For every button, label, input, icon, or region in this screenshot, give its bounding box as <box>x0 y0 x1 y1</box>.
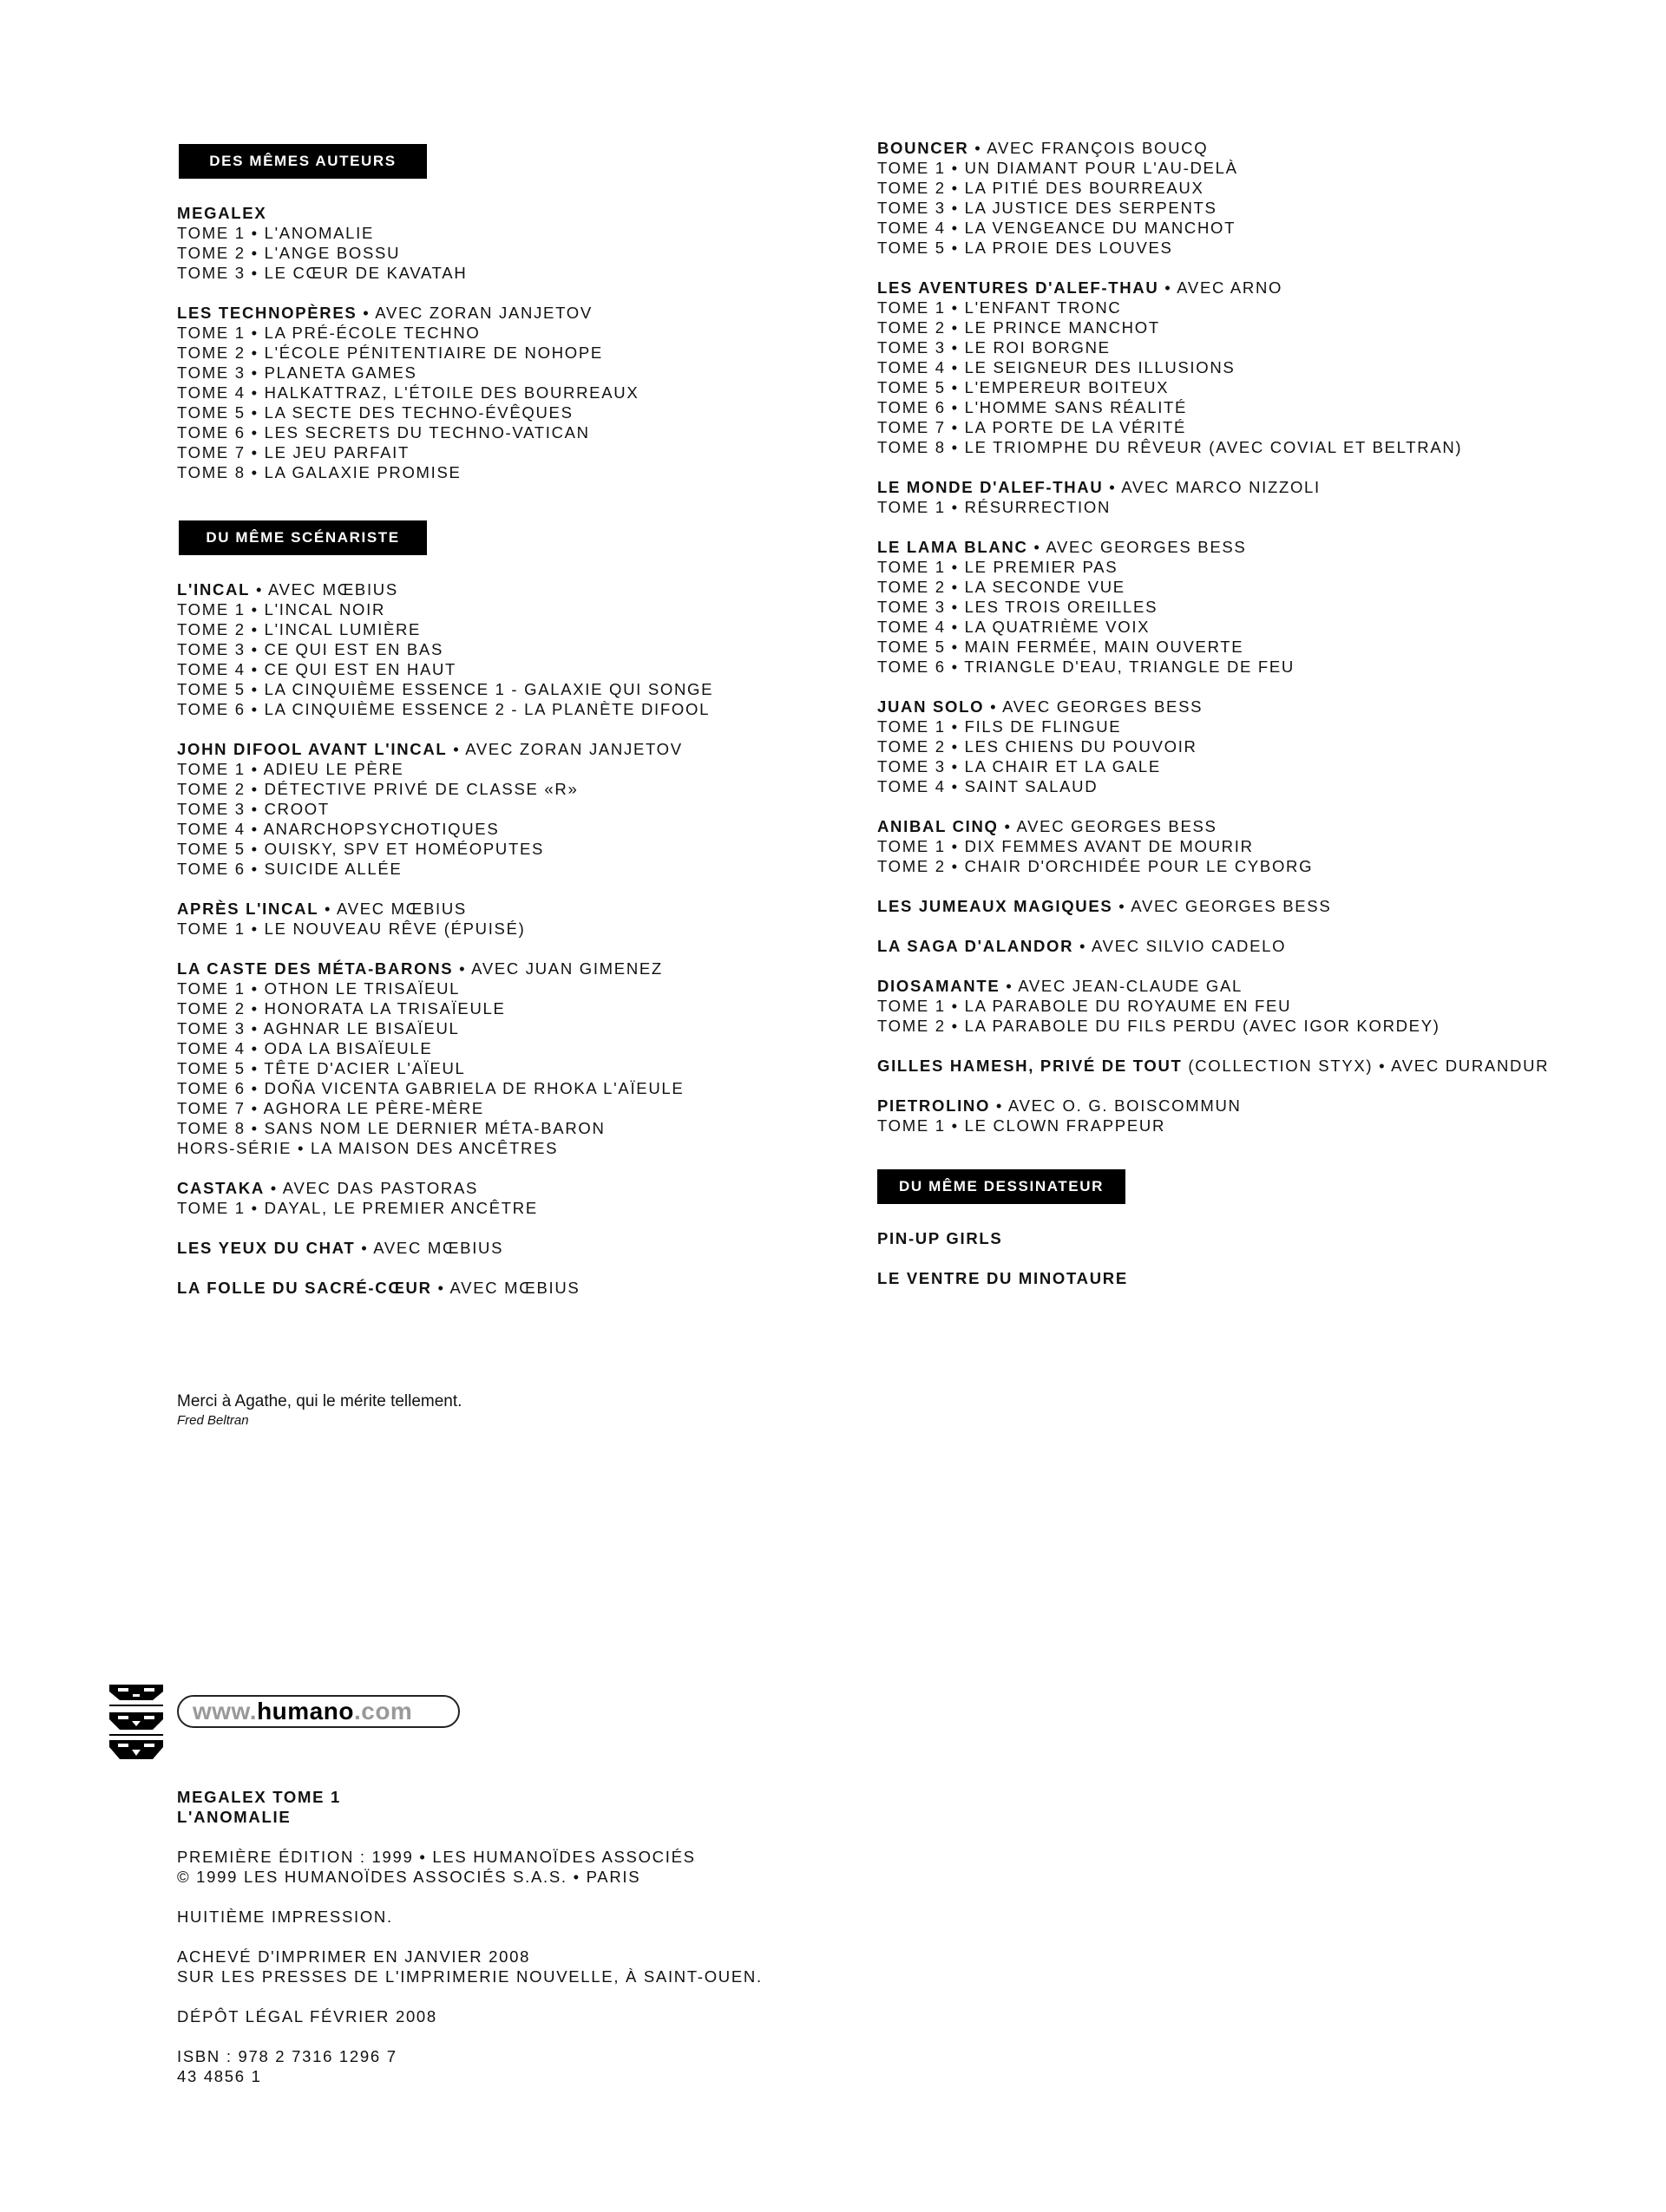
series-credit: • AVEC MŒBIUS <box>355 1239 504 1257</box>
series-heading <box>177 1278 836 1298</box>
series-title: JOHN DIFOOL AVANT L'INCAL <box>177 740 448 758</box>
series-credit: • AVEC MŒBIUS <box>318 900 467 918</box>
publisher-masks-logo <box>108 1683 165 1763</box>
spacer <box>877 258 1589 278</box>
imprint-line: © 1999 LES HUMANOÏDES ASSOCIÉS S.A.S. • PARIS <box>177 1868 641 1886</box>
series-heading <box>877 976 1589 996</box>
url-prefix: www. <box>193 1698 258 1724</box>
volume-line: TOME 8 • LE TRIOMPHE DU RÊVEUR (AVEC COVIAL ET BELTRAN) <box>877 438 1463 456</box>
series-credit: • AVEC JUAN GIMENEZ <box>453 959 663 978</box>
volume-line: TOME 1 • OTHON LE TRISAÏEUL <box>177 979 461 998</box>
volume-line: TOME 1 • L'INCAL NOIR <box>177 600 386 618</box>
volume-line: TOME 7 • LA PORTE DE LA VÉRITÉ <box>877 418 1186 436</box>
series-title: LA SAGA D'ALANDOR <box>877 937 1074 955</box>
volume-line: TOME 4 • CE QUI EST EN HAUT <box>177 660 457 678</box>
spacer <box>877 796 1589 816</box>
volume-line: TOME 3 • CROOT <box>177 800 330 818</box>
volume-line: TOME 3 • CE QUI EST EN BAS <box>177 640 444 658</box>
volume-line: TOME 2 • L'ÉCOLE PÉNITENTIAIRE DE NOHOPE <box>177 344 603 362</box>
series-credit: • AVEC FRANÇOIS BOUCQ <box>968 139 1209 157</box>
spacer <box>877 1248 1589 1268</box>
spacer <box>877 1076 1589 1096</box>
volume-line: TOME 3 • LA CHAIR ET LA GALE <box>877 757 1161 776</box>
series-heading <box>877 1096 1589 1116</box>
volume-line: TOME 7 • LE JEU PARFAIT <box>177 443 410 461</box>
volume-line: TOME 1 • ADIEU LE PÈRE <box>177 760 404 778</box>
volume-line: TOME 8 • LA GALAXIE PROMISE <box>177 463 462 481</box>
volume-line: TOME 4 • LA VENGEANCE DU MANCHOT <box>877 219 1236 237</box>
imprint-line: 43 4856 1 <box>177 2067 262 2085</box>
imprint-block <box>177 1787 958 2086</box>
volume-line: TOME 1 • UN DIAMANT POUR L'AU-DELÀ <box>877 159 1238 177</box>
url-suffix: .com <box>353 1698 413 1724</box>
volume-line: TOME 1 • L'ENFANT TRONC <box>877 298 1122 317</box>
series-heading <box>877 936 1589 956</box>
spacer <box>177 719 836 739</box>
spacer <box>177 939 836 959</box>
spacer <box>177 1986 958 2006</box>
series-heading <box>877 1228 1589 1248</box>
series-credit: • AVEC GEORGES BESS <box>1112 897 1332 915</box>
imprint-title-line: L'ANOMALIE <box>177 1808 292 1826</box>
volume-line: TOME 2 • LE PRINCE MANCHOT <box>877 318 1160 337</box>
imprint-line: ISBN : 978 2 7316 1296 7 <box>177 2047 397 2065</box>
volume-line: TOME 2 • LA SECONDE VUE <box>877 578 1125 596</box>
volume-line: TOME 1 • L'ANOMALIE <box>177 224 375 242</box>
series-title: APRÈS L'INCAL <box>177 900 319 918</box>
series-title: LES AVENTURES D'ALEF-THAU <box>877 278 1159 297</box>
spacer <box>177 1927 958 1947</box>
series-credit: • AVEC ARNO <box>1158 278 1283 297</box>
volume-line: TOME 2 • HONORATA LA TRISAÏEULE <box>177 999 506 1018</box>
volume-line: TOME 4 • ODA LA BISAÏEULE <box>177 1039 433 1057</box>
imprint-line: HUITIÈME IMPRESSION. <box>177 1908 393 1926</box>
imprint-line: PREMIÈRE ÉDITION : 1999 • LES HUMANOÏDES ASSOCIÉS <box>177 1848 696 1866</box>
volume-line: TOME 2 • LES CHIENS DU POUVOIR <box>877 737 1197 756</box>
url-name: humano <box>257 1698 354 1724</box>
spacer <box>177 283 836 303</box>
volume-line: TOME 1 • DAYAL, LE PREMIER ANCÊTRE <box>177 1199 538 1217</box>
series-heading <box>877 537 1589 557</box>
volume-line: TOME 3 • LES TROIS OREILLES <box>877 598 1158 616</box>
thanks-text: Merci à Agathe, qui le mérite tellement. <box>177 1392 462 1410</box>
series-credit: • AVEC O. G. BOISCOMMUN <box>990 1096 1242 1115</box>
volume-line: HORS-SÉRIE • LA MAISON DES ANCÊTRES <box>177 1139 559 1157</box>
spacer <box>177 879 836 899</box>
volume-line: TOME 6 • TRIANGLE D'EAU, TRIANGLE DE FEU <box>877 658 1295 676</box>
section-label-same-artist: DU MÊME DESSINATEUR <box>877 1169 1125 1204</box>
imprint-line: DÉPÔT LÉGAL FÉVRIER 2008 <box>177 2007 437 2025</box>
volume-line: TOME 8 • SANS NOM LE DERNIER MÉTA-BARON <box>177 1119 606 1137</box>
spacer <box>877 916 1589 936</box>
series-title: PIETROLINO <box>877 1096 991 1115</box>
volume-line: TOME 1 • FILS DE FLINGUE <box>877 717 1122 736</box>
volume-line: TOME 5 • OUISKY, SPV ET HOMÉOPUTES <box>177 840 545 858</box>
volume-line: TOME 5 • LA CINQUIÈME ESSENCE 1 - GALAXIE QUI SONGE <box>177 680 714 698</box>
series-credit: • AVEC GEORGES BESS <box>984 697 1204 716</box>
volume-line: TOME 2 • LA PITIÉ DES BOURREAUX <box>877 179 1204 197</box>
thanks-signature: Fred Beltran <box>177 1413 249 1428</box>
volume-line: TOME 6 • L'HOMME SANS RÉALITÉ <box>877 398 1188 416</box>
spacer <box>177 1218 836 1238</box>
volume-line: TOME 7 • AGHORA LE PÈRE-MÈRE <box>177 1099 484 1117</box>
volume-line: TOME 1 • LE CLOWN FRAPPEUR <box>877 1116 1165 1135</box>
series-title: CASTAKA <box>177 1179 265 1197</box>
volume-line: TOME 2 • DÉTECTIVE PRIVÉ DE CLASSE «R» <box>177 780 579 798</box>
volume-line: TOME 3 • LE CŒUR DE KAVATAH <box>177 264 468 282</box>
series-heading <box>877 278 1589 298</box>
volume-line: TOME 6 • DOÑA VICENTA GABRIELA DE RHOKA L'AÏEULE <box>177 1079 685 1097</box>
series-credit: • AVEC DAS PASTORAS <box>264 1179 479 1197</box>
volume-line: TOME 6 • LA CINQUIÈME ESSENCE 2 - LA PLANÈTE DIFOOL <box>177 700 711 718</box>
volume-line: TOME 4 • LA QUATRIÈME VOIX <box>877 618 1151 636</box>
volume-line: TOME 1 • LA PRÉ-ÉCOLE TECHNO <box>177 324 481 342</box>
spacer <box>877 677 1589 697</box>
series-title: LA FOLLE DU SACRÉ-CŒUR <box>177 1279 432 1297</box>
series-title: LE MONDE D'ALEF-THAU <box>877 478 1104 496</box>
website-link[interactable] <box>177 1695 460 1728</box>
volume-line: TOME 2 • LA PARABOLE DU FILS PERDU (AVEC IGOR KORDEY) <box>877 1017 1440 1035</box>
spacer <box>177 1827 958 1847</box>
series-credit: • AVEC ZORAN JANJETOV <box>357 304 593 322</box>
spacer <box>877 457 1589 477</box>
series-title: PIN-UP GIRLS <box>877 1229 1003 1247</box>
volume-line: TOME 3 • LA JUSTICE DES SERPENTS <box>877 199 1217 217</box>
imprint-line: ACHEVÉ D'IMPRIMER EN JANVIER 2008 <box>177 1947 531 1966</box>
volume-line: TOME 5 • LA SECTE DES TECHNO-ÉVÊQUES <box>177 403 574 422</box>
volume-line: TOME 6 • LES SECRETS DU TECHNO-VATICAN <box>177 423 590 442</box>
series-heading <box>877 477 1589 497</box>
volume-line: TOME 5 • MAIN FERMÉE, MAIN OUVERTE <box>877 638 1244 656</box>
spacer <box>877 1036 1589 1056</box>
volume-line: TOME 4 • ANARCHOPSYCHOTIQUES <box>177 820 500 838</box>
volume-line: TOME 1 • LE PREMIER PAS <box>877 558 1118 576</box>
series-heading <box>877 1056 1589 1076</box>
series-credit: (COLLECTION STYX) • AVEC DURANDUR <box>1182 1057 1550 1075</box>
series-title: MEGALEX <box>177 204 267 222</box>
same-writer-list-continued <box>877 138 1589 1135</box>
volume-line: TOME 5 • LA PROIE DES LOUVES <box>877 239 1173 257</box>
series-title: L'INCAL <box>177 580 251 599</box>
series-title: JUAN SOLO <box>877 697 985 716</box>
series-credit: • AVEC GEORGES BESS <box>998 817 1217 835</box>
series-heading <box>177 579 836 599</box>
same-writer-list <box>177 579 836 1298</box>
series-heading <box>877 816 1589 836</box>
series-title: LES JUMEAUX MAGIQUES <box>877 897 1113 915</box>
volume-line: TOME 4 • SAINT SALAUD <box>877 777 1099 795</box>
series-credit: • AVEC SILVIO CADELO <box>1073 937 1287 955</box>
spacer <box>877 517 1589 537</box>
volume-line: TOME 5 • L'EMPEREUR BOITEUX <box>877 378 1170 396</box>
spacer <box>877 876 1589 896</box>
spacer <box>877 956 1589 976</box>
volume-line: TOME 3 • LE ROI BORGNE <box>877 338 1111 357</box>
series-credit: • AVEC MŒBIUS <box>431 1279 580 1297</box>
section-label-same-authors: DES MÊMES AUTEURS <box>179 144 427 179</box>
series-title: BOUNCER <box>877 139 969 157</box>
series-heading <box>177 303 836 323</box>
volume-line: TOME 1 • DIX FEMMES AVANT DE MOURIR <box>877 837 1254 855</box>
spacer <box>177 2026 958 2046</box>
series-heading <box>177 959 836 978</box>
volume-line: TOME 1 • LA PARABOLE DU ROYAUME EN FEU <box>877 997 1292 1015</box>
series-title: LA CASTE DES MÉTA-BARONS <box>177 959 454 978</box>
series-title: LES TECHNOPÈRES <box>177 304 357 322</box>
imprint-line: SUR LES PRESSES DE L'IMPRIMERIE NOUVELLE, À SAINT-OUEN. <box>177 1967 763 1986</box>
spacer <box>177 1258 836 1278</box>
series-title: DIOSAMANTE <box>877 977 1000 995</box>
series-heading <box>177 1178 836 1198</box>
volume-line: TOME 1 • RÉSURRECTION <box>877 498 1112 516</box>
volume-line: TOME 2 • CHAIR D'ORCHIDÉE POUR LE CYBORG <box>877 857 1314 875</box>
series-heading <box>177 899 836 919</box>
series-credit: • AVEC MŒBIUS <box>250 580 398 599</box>
series-heading <box>877 896 1589 916</box>
series-heading <box>177 1238 836 1258</box>
spacer <box>177 1158 836 1178</box>
series-title: ANIBAL CINQ <box>877 817 999 835</box>
series-title: LE VENTRE DU MINOTAURE <box>877 1269 1128 1287</box>
volume-line: TOME 3 • PLANETA GAMES <box>177 363 417 382</box>
same-artist-list <box>877 1228 1589 1288</box>
volume-line: TOME 6 • SUICIDE ALLÉE <box>177 860 403 878</box>
series-title: LE LAMA BLANC <box>877 538 1028 556</box>
series-title: LES YEUX DU CHAT <box>177 1239 356 1257</box>
series-credit: • AVEC MARCO NIZZOLI <box>1103 478 1321 496</box>
volume-line: TOME 1 • LE NOUVEAU RÊVE (ÉPUISÉ) <box>177 919 526 938</box>
thanks-note <box>177 1391 462 1430</box>
spacer <box>177 1887 958 1907</box>
series-title: GILLES HAMESH, PRIVÉ DE TOUT <box>877 1057 1183 1075</box>
series-credit: • AVEC ZORAN JANJETOV <box>447 740 683 758</box>
series-heading <box>877 1268 1589 1288</box>
series-credit: • AVEC GEORGES BESS <box>1027 538 1247 556</box>
series-heading <box>177 203 836 223</box>
volume-line: TOME 4 • LE SEIGNEUR DES ILLUSIONS <box>877 358 1236 376</box>
same-authors-list <box>177 203 836 482</box>
volume-line: TOME 3 • AGHNAR LE BISAÏEUL <box>177 1019 460 1037</box>
imprint-title-line: MEGALEX TOME 1 <box>177 1788 341 1806</box>
series-heading <box>177 739 836 759</box>
volume-line: TOME 2 • L'INCAL LUMIÈRE <box>177 620 422 638</box>
section-label-same-writer: DU MÊME SCÉNARISTE <box>179 520 427 555</box>
series-heading <box>877 697 1589 717</box>
volume-line: TOME 4 • HALKATTRAZ, L'ÉTOILE DES BOURREAUX <box>177 383 640 402</box>
volume-line: TOME 2 • L'ANGE BOSSU <box>177 244 401 262</box>
volume-line: TOME 5 • TÊTE D'ACIER L'AÏEUL <box>177 1059 466 1077</box>
series-heading <box>877 138 1589 158</box>
series-credit: • AVEC JEAN-CLAUDE GAL <box>1000 977 1243 995</box>
